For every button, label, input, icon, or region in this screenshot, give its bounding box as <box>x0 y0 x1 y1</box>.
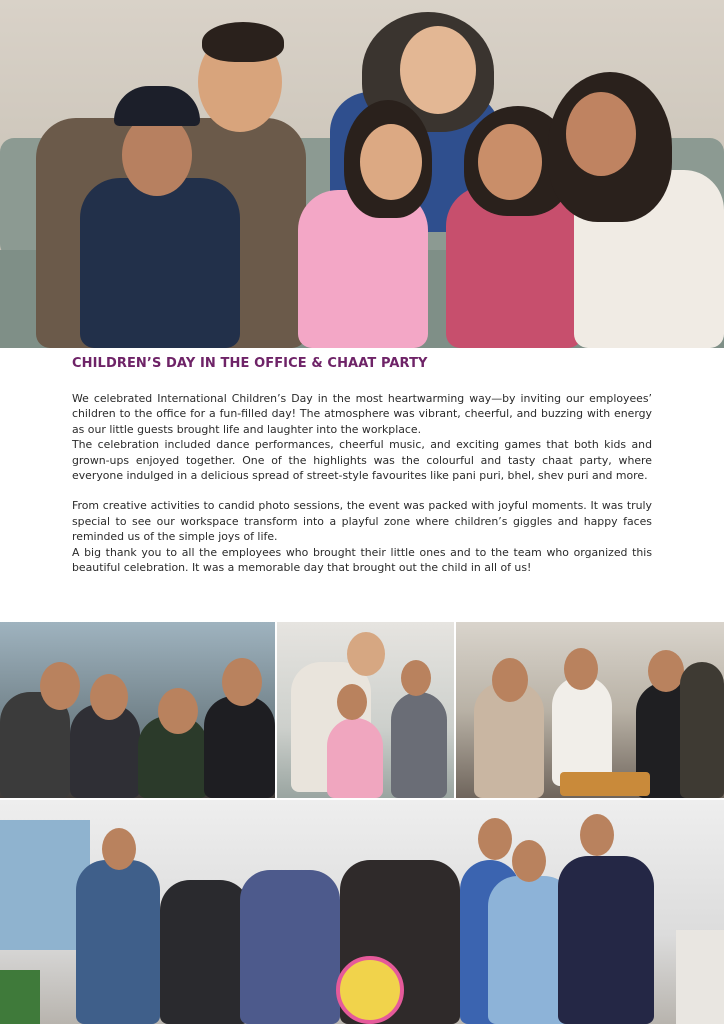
gallery-face <box>102 828 136 870</box>
gallery-face <box>337 684 367 720</box>
cap-icon <box>114 86 200 126</box>
article-paragraph-1: We celebrated International Children’s Day in the most heartwarming way—by inviting our employees’ children to the office for a fun-filled day! The atmosphere was vibrant, cheerful, and buzzing with energy as our little guests brought life and laughter into the workplace. <box>72 392 652 436</box>
gallery-face <box>564 648 598 690</box>
gallery-photo-office-group <box>0 800 724 1024</box>
gallery-face <box>580 814 614 856</box>
article <box>72 356 652 575</box>
gallery-figure <box>327 718 383 798</box>
gallery-figure <box>680 662 724 798</box>
person-man-hair <box>202 22 284 62</box>
gallery-face <box>478 818 512 860</box>
gallery-face <box>40 662 80 710</box>
person-girl-face <box>360 124 422 200</box>
gallery-figure <box>558 856 654 1024</box>
gallery-figure <box>160 880 250 1024</box>
plant-icon <box>0 970 40 1024</box>
banner-poster <box>336 956 404 1024</box>
gallery-figure <box>204 696 275 798</box>
food-tray <box>560 772 650 796</box>
gallery-figure <box>240 870 340 1024</box>
gallery-photo-kids-dancing <box>277 622 454 798</box>
gallery-face <box>512 840 546 882</box>
hero-photo-family-group <box>0 0 724 348</box>
gallery-figure <box>391 692 447 798</box>
person-woman-face <box>400 26 476 114</box>
article-title: CHILDREN’S DAY IN THE OFFICE & CHAAT PARTY <box>72 356 428 371</box>
article-paragraph-2: The celebration included dance performances, cheerful music, and exciting games that both kids and grown-ups enjoyed together. One of the highlights was the colourful and tasty chaat party, where everyone indulged in a delicious spread of street-style favourites like pani puri, bhel, shev puri and more. <box>72 438 652 483</box>
gallery-face <box>347 632 385 676</box>
person-girl2-face <box>478 124 542 200</box>
gallery-figure <box>76 860 160 1024</box>
person-boy-face <box>122 114 192 196</box>
article-paragraph-3: From creative activities to candid photo sessions, the event was packed with joyful moments. It was truly special to see our workspace transform into a playful zone where children’s giggles and happy faces reminded us of the simple joys of life. <box>72 499 652 544</box>
gallery-photo-chaat-counter <box>456 622 724 798</box>
cabinet <box>676 930 724 1024</box>
gallery-figure <box>552 676 612 786</box>
person-girl3-face <box>566 92 636 176</box>
gallery-face <box>492 658 528 702</box>
gallery-face <box>648 650 684 692</box>
gallery-face <box>90 674 128 720</box>
gallery-face <box>158 688 198 734</box>
gallery-face <box>222 658 262 706</box>
article-paragraph-4: A big thank you to all the employees who brought their little ones and to the team who organized this beautiful celebration. It was a memorable day that brought out the child in all of us! <box>72 545 652 575</box>
person-boy-jacket <box>80 178 240 348</box>
gallery-photo-women-group <box>0 622 275 798</box>
gallery-face <box>401 660 431 696</box>
